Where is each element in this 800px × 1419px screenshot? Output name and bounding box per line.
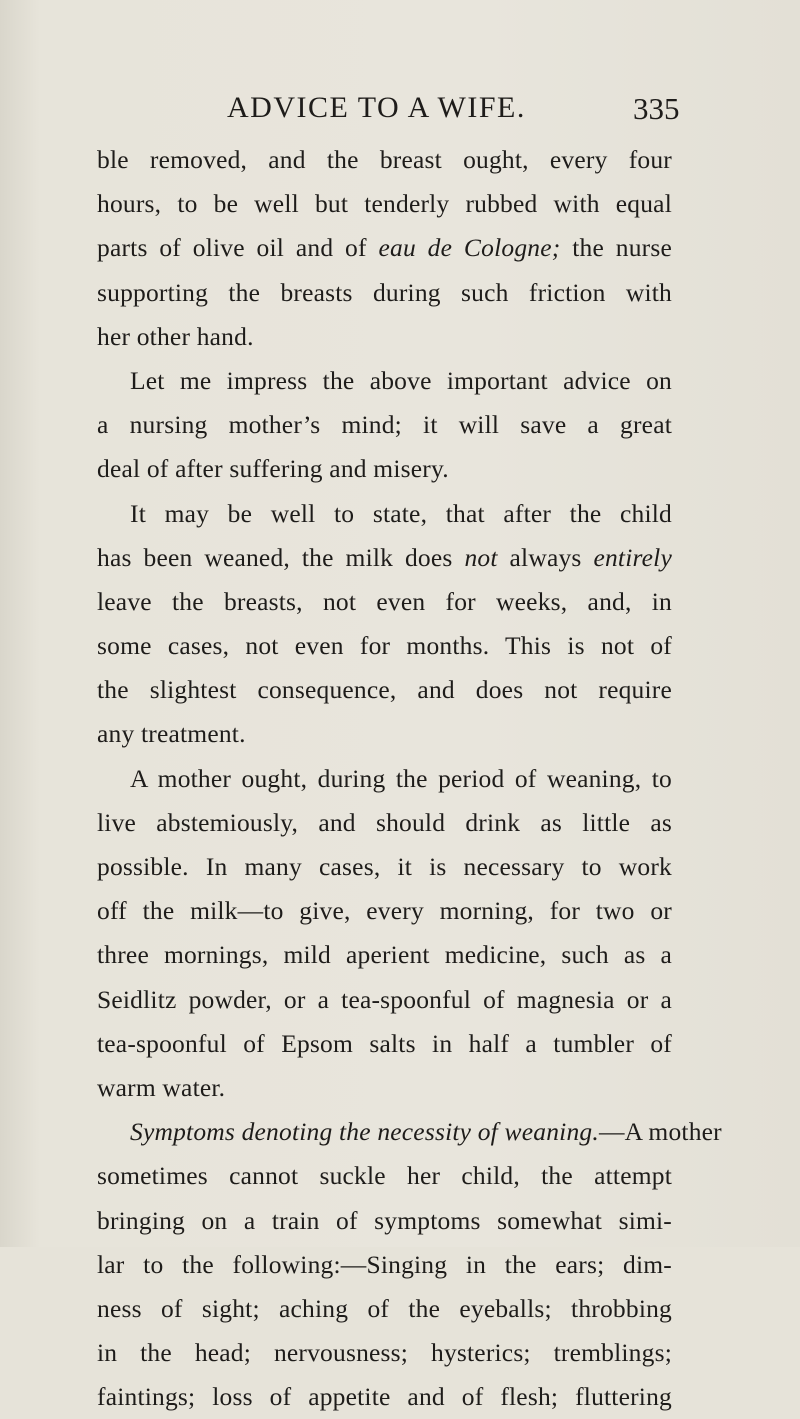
text-line: three mornings, mild aperient medicine, such as a [97,940,672,970]
text-line: hours, to be well but tenderly rubbed with equal [97,189,672,219]
text-line: Let me impress the above important advice on [130,365,672,395]
page-number: 335 [633,91,680,126]
text-line: lar to the following:—Singing in the ears; dim- [97,1249,672,1279]
text-line: ness of sight; aching of the eyeballs; throbbing [97,1293,672,1323]
text-line: tea-spoonful of Epsom salts in half a tumbler of [97,1028,672,1058]
text-line: deal of after suffering and misery. [97,454,449,484]
body-text [97,138,722,1419]
text-line: some cases, not even for months. This is not of [97,631,672,661]
text-line: Seidlitz powder, or a tea-spoonful of magnesia or a [97,984,672,1014]
text-line: It may be well to state, that after the child [130,498,672,528]
text-line: bringing on a train of symptoms somewhat simi- [97,1205,672,1235]
text-line: supporting the breasts during such friction with [97,277,672,307]
text-line: warm water. [97,1072,226,1102]
text-line: off the milk—to give, every morning, for two or [97,896,672,926]
text-line: in the head; nervousness; hysterics; tremblings; [97,1338,672,1368]
text-line: her other hand. [97,321,254,351]
text-line: possible. In many cases, it is necessary to work [97,852,672,881]
running-head [0,91,800,131]
text-line: any treatment. [97,719,246,749]
text-line: has been weaned, the milk does not always entirely [97,542,672,572]
text-line: a nursing mother’s mind; it will save a great [97,410,672,440]
text-line: sometimes cannot suckle her child, the attempt [97,1161,672,1191]
running-title: ADVICE TO A WIFE. [227,91,526,124]
text-line: faintings; loss of appetite and of flesh; fluttering [97,1382,672,1412]
text-line: parts of olive oil and of eau de Cologne; the nurse [97,233,673,263]
text-line: Symptoms denoting the necessity of weaning.—A mother [130,1117,722,1147]
text-line: ble removed, and the breast ought, every four [97,145,672,174]
text-line: A mother ought, during the period of weaning, to [130,763,672,793]
text-line: live abstemiously, and should drink as little as [97,807,672,837]
text-line: leave the breasts, not even for weeks, and, in [97,586,672,616]
text-line: the slightest consequence, and does not require [97,675,672,705]
